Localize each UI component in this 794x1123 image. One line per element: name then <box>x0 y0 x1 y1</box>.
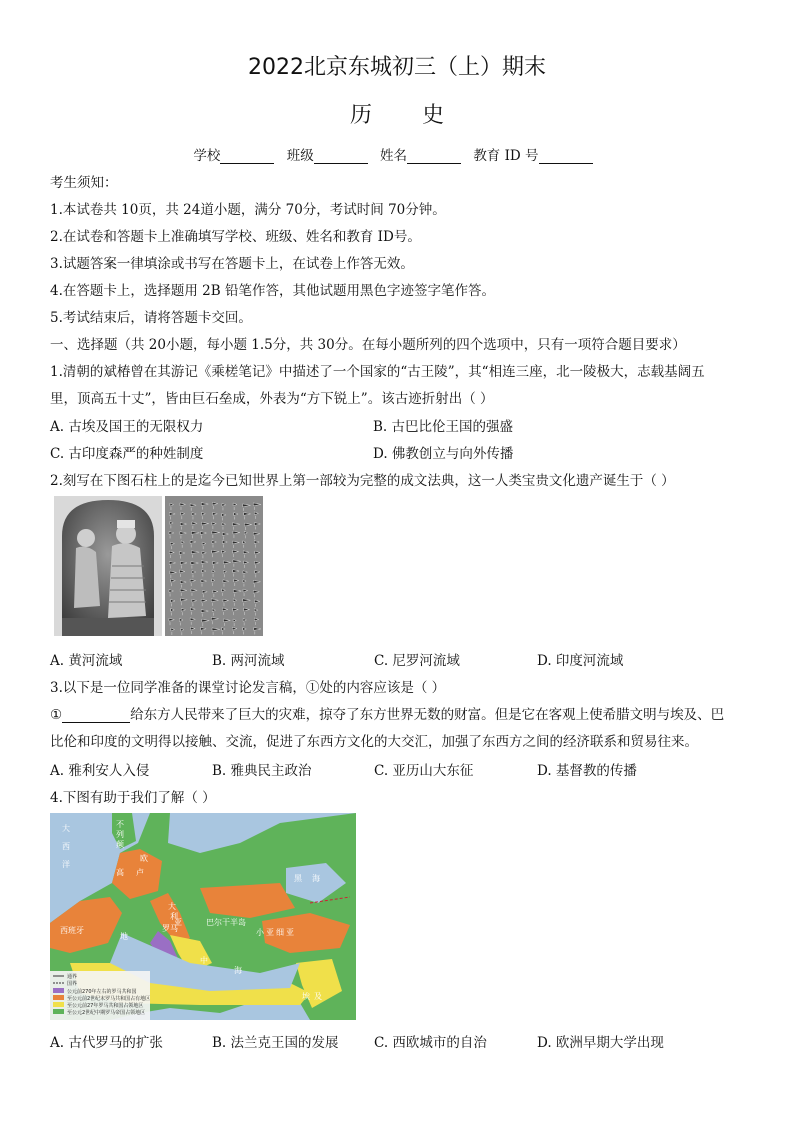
map-label: 中 <box>200 956 208 965</box>
q3-passage-text1: 给东方人民带来了巨大的灾难，掠夺了东方世界无数的财富。但是它在客观上使希腊文明与埃及、巴 <box>130 707 725 723</box>
q4-option-a: A. 古代罗马的扩张 <box>50 1035 163 1051</box>
q1-option-d: D. 佛教创立与向外传播 <box>373 446 514 462</box>
q2-stem: 2.刻写在下图石柱上的是迄今已知世界上第一部较为完整的成文法典，这一人类宝贵文化遗产诞生于（ ） <box>50 473 675 489</box>
q3-passage-line1 <box>50 703 724 723</box>
map-label: 高 <box>116 868 124 877</box>
map-label: 卢 <box>136 868 144 877</box>
map-label: 西班牙 <box>60 926 84 935</box>
q2-option-b: B. 两河流域 <box>212 653 285 669</box>
school-field[interactable] <box>220 149 274 164</box>
notice-item: 3.试题答案一律填涂或书写在答题卡上，在试卷上作答无效。 <box>50 256 414 272</box>
q4-stem: 4.下图有助于我们了解（ ） <box>50 790 216 806</box>
map-label: 西 <box>62 842 70 851</box>
notice-item: 5.考试结束后，请将答题卡交回。 <box>50 310 252 326</box>
q4-option-b: B. 法兰克王国的发展 <box>212 1035 339 1051</box>
id-field[interactable] <box>539 149 593 164</box>
map-label: 亚 <box>266 928 274 937</box>
map-label: 海 <box>234 966 242 975</box>
map-label: 黑 <box>294 874 302 883</box>
notice-item: 2.在试卷和答题卡上准确填写学校、班级、姓名和教育 ID号。 <box>50 229 421 245</box>
q1-stem-line2: 里，顶高五十丈”，皆由巨石垒成，外表为“方下锐上”。该古迹折射出（ ） <box>50 391 494 407</box>
legend-item: 通界 <box>67 974 78 980</box>
q3-passage-line2: 比伦和印度的文明得以接触、交流，促进了东西方文化的大交汇，加强了东西方之间的经济联系和贸易往来。 <box>50 734 698 750</box>
q3-option-c: C. 亚历山大东征 <box>374 763 474 779</box>
q2-option-a: A. 黄河流域 <box>50 653 123 669</box>
q1-stem-line1: 1.清朝的斌椿曾在其游记《乘槎笔记》中描述了一个国家的“古王陵”，其“相连三座，北一陵极大，志载基阔五 <box>50 364 705 380</box>
notice-heading: 考生须知： <box>50 175 118 191</box>
map-label: 小 <box>256 928 264 937</box>
q3-option-d: D. 基督教的传播 <box>537 763 637 779</box>
q3-blank <box>62 708 130 723</box>
class-field[interactable] <box>314 149 368 164</box>
legend-item: 至公元2世纪中期罗马帝国占领地区 <box>67 1010 146 1016</box>
q1-option-a: A. 古埃及国王的无限权力 <box>50 419 204 435</box>
id-label: 教育 ID 号 <box>473 148 539 164</box>
notice-item: 4.在答题卡上，选择题用 2B 铅笔作答，其他试题用黑色字迹签字笔作答。 <box>50 283 495 299</box>
name-field[interactable] <box>407 149 461 164</box>
map-label: 大 <box>62 824 70 833</box>
map-label: 海 <box>312 874 320 883</box>
q4-option-c: C. 西欧城市的自治 <box>374 1035 487 1051</box>
legend-item: 至公元前2世纪末罗马共和国占有地区 <box>67 996 151 1002</box>
q3-option-a: A. 雅利安人入侵 <box>50 763 150 779</box>
student-info-row <box>0 144 794 164</box>
map-label: 及 <box>314 992 322 1001</box>
exam-title: 2022北京东城初三（上）期末 <box>248 55 546 80</box>
map-label: 不 <box>116 820 124 829</box>
map-label: 罗马 <box>162 924 178 933</box>
cuneiform-text-image <box>165 496 263 636</box>
map-label: 列 <box>116 830 124 839</box>
q2-option-c: C. 尼罗河流域 <box>374 653 460 669</box>
section-heading: 一、选择题（共 20小题，每小题 1.5分，共 30分。在每小题所列的四个选项中，只有一项符合题目要求） <box>50 337 686 353</box>
map-label: 欧 <box>140 854 148 863</box>
name-label: 姓名 <box>380 148 408 164</box>
map-label: 颠 <box>116 840 124 849</box>
q1-option-c: C. 古印度森严的种姓制度 <box>50 446 204 462</box>
legend-item: 公元前270年左右的罗马共和国 <box>67 989 137 995</box>
class-label: 班级 <box>286 148 314 164</box>
roman-expansion-map <box>50 813 356 1020</box>
q4-option-d: D. 欧洲早期大学出现 <box>537 1035 664 1051</box>
q3-option-b: B. 雅典民主政治 <box>212 763 312 779</box>
q3-stem: 3.以下是一位同学准备的课堂讨论发言稿，①处的内容应该是（ ） <box>50 680 446 696</box>
q2-option-d: D. 印度河流域 <box>537 653 624 669</box>
legend-item: 国界 <box>67 981 78 987</box>
map-label: 洋 <box>62 860 70 869</box>
map-label: 利 <box>170 912 178 921</box>
map-label: 巴尔干半岛 <box>206 918 246 927</box>
map-label: 亚 <box>174 918 182 927</box>
map-label: 细 <box>276 928 284 937</box>
school-label: 学校 <box>193 148 221 164</box>
notice-item: 1.本试卷共 10页，共 24道小题，满分 70分，考试时间 70分钟。 <box>50 202 446 218</box>
subject-title: 历史 <box>349 103 494 128</box>
map-label: 大 <box>168 902 176 911</box>
legend-item: 至公元前27年罗马共和国占领地区 <box>67 1003 144 1009</box>
q3-marker: ① <box>50 707 63 723</box>
map-label: 埃 <box>302 992 310 1001</box>
q1-option-b: B. 古巴比伦王国的强盛 <box>373 419 514 435</box>
stele-relief-image <box>54 496 162 636</box>
map-label: 亚 <box>286 928 294 937</box>
map-label: 地 <box>120 932 128 941</box>
